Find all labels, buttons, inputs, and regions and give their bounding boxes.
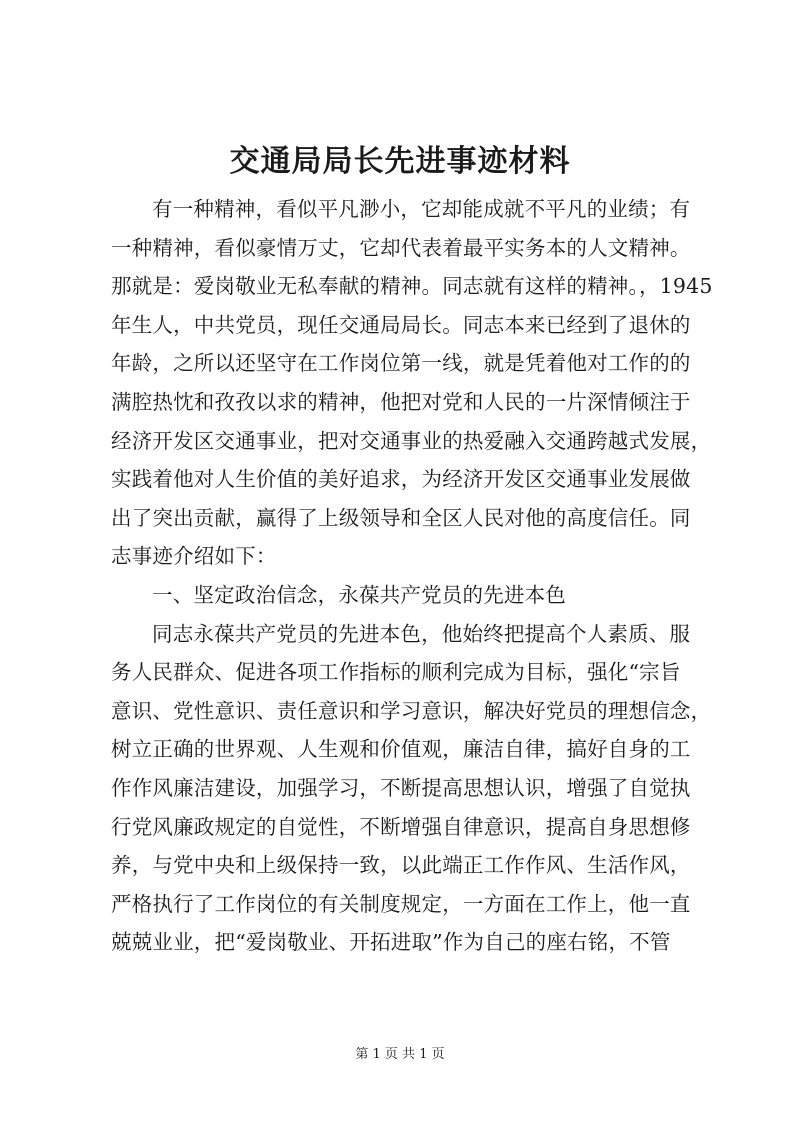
paragraph-line: 意识、党性意识、责任意识和学习意识，解决好党员的理想信念， <box>111 698 712 723</box>
paragraph-line: 志事迹介绍如下： <box>111 544 277 569</box>
page-footer: 第 1 页 共 1 页 <box>355 1047 445 1062</box>
paragraph-line: 实践着他对人生价值的美好追求，为经济开发区交通事业发展做 <box>111 467 691 492</box>
paragraph-line: 有一种精神，看似平凡渺小，它却能成就不平凡的业绩；有 <box>152 197 691 221</box>
paragraph-line: 严格执行了工作岗位的有关制度规定，一方面在工作上，他一直 <box>111 891 691 916</box>
document-body <box>111 190 713 962</box>
paragraph-line: 同志永葆共产党员的先进本色，他始终把提高个人素质、服 <box>152 621 691 646</box>
paragraph-line: 兢兢业业，把“爱岗敬业、开拓进取”作为自己的座右铭，不管 <box>111 930 671 955</box>
document-title: 交通局局长先进事迹材料 <box>229 144 571 179</box>
paragraph-line: 经济开发区交通事业，把对交通事业的热爱融入交通跨越式发展， <box>111 428 712 453</box>
paragraph-line: 年生人，中共党员，现任交通局局长。同志本来已经到了退休的 <box>111 312 691 337</box>
paragraph-line: 出了突出贡献，赢得了上级领导和全区人民对他的高度信任。同 <box>111 505 691 530</box>
paragraph-line: 那就是：爱岗敬业无私奉献的精神。同志就有这样的精神。，1945 <box>111 274 713 299</box>
paragraph-line: 行党风廉政规定的自觉性，不断增强自律意识，提高自身思想修 <box>111 814 691 839</box>
paragraph-line: 树立正确的世界观、人生观和价值观，廉洁自律，搞好自身的工 <box>111 737 691 762</box>
paragraph-line: 一种精神，看似豪情万丈，它却代表着最平实务本的人文精神。 <box>111 235 691 260</box>
paragraph-line: 养，与党中央和上级保持一致，以此端正工作作风、生活作风， <box>111 853 691 878</box>
paragraph-line: 满腔热忱和孜孜以求的精神，他把对党和人民的一片深情倾注于 <box>111 389 691 414</box>
section-heading: 一、坚定政治信念，永葆共产党员的先进本色 <box>152 582 566 607</box>
paragraph-line: 务人民群众、促进各项工作指标的顺利完成为目标，强化“宗旨 <box>111 660 681 685</box>
paragraph-line: 年龄，之所以还坚守在工作岗位第一线，就是凭着他对工作的的 <box>111 351 691 376</box>
paragraph-line: 作作风廉洁建设，加强学习，不断提高思想认识，增强了自觉执 <box>111 775 691 800</box>
